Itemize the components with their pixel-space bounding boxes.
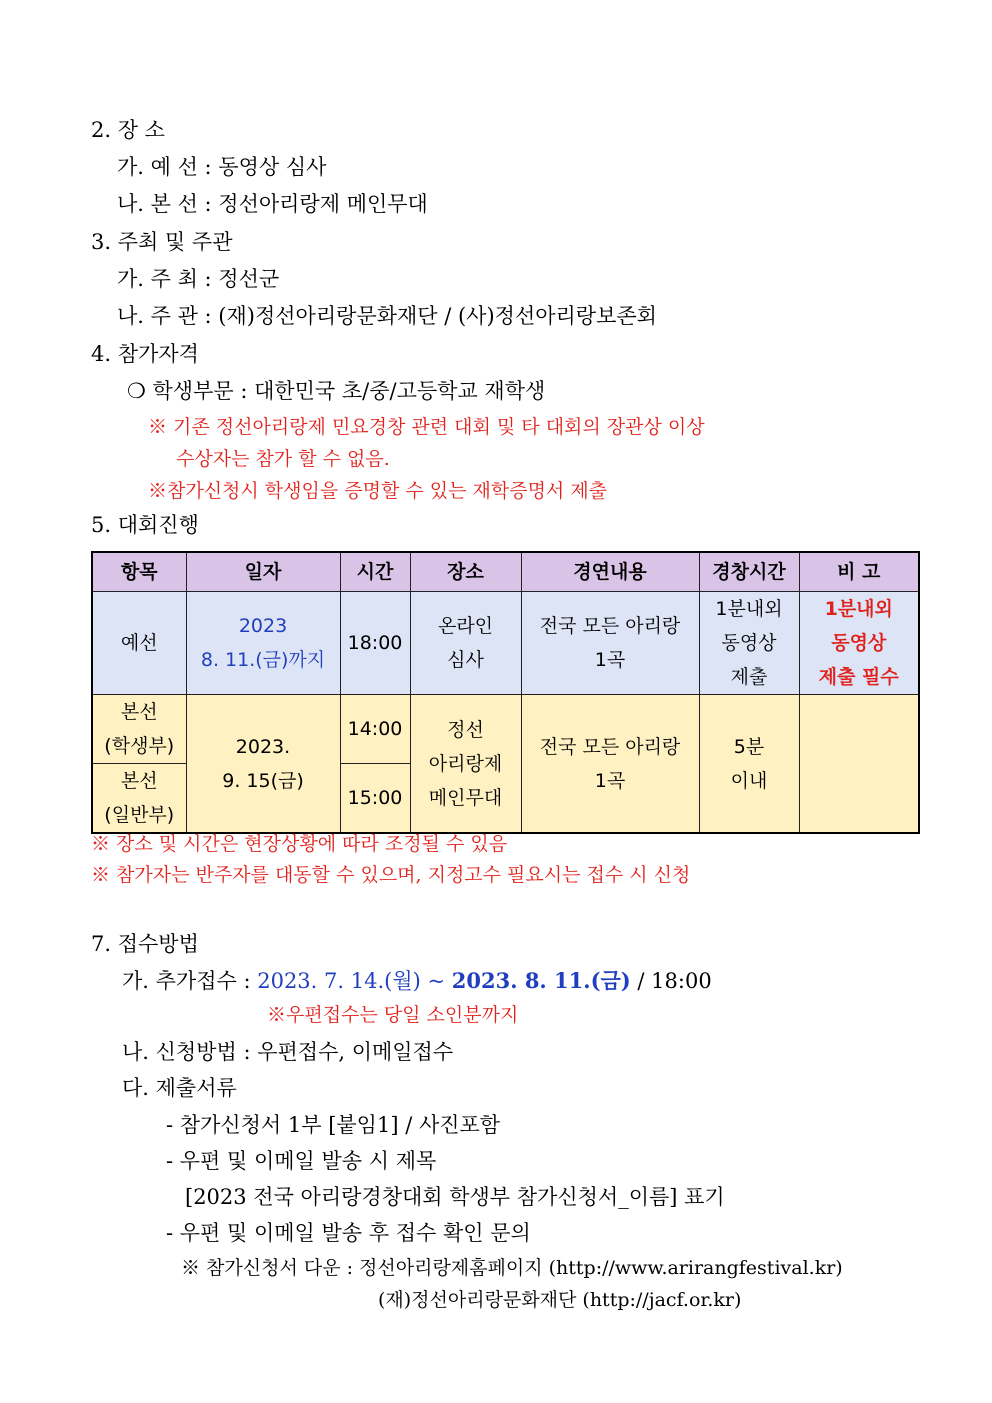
- pre-time: 18:00: [340, 592, 410, 695]
- section-7-c2b: [2023 전국 아리랑경창대회 학생부 참가신청서_이름] 표기: [185, 1185, 725, 1209]
- pre-duration-1: 1분내외: [715, 598, 783, 620]
- section-3-a: 가. 주 최 : 정선군: [117, 267, 280, 291]
- section-2-a: 가. 예 선 : 동영상 심사: [117, 155, 327, 179]
- main-date-2: 9. 15(금): [222, 769, 304, 792]
- section-7-a-date-end: 2023. 8. 11.(금): [451, 968, 631, 993]
- header-cell: 경연내용: [521, 552, 699, 592]
- table-row-final-student: [92, 695, 919, 764]
- section-7-a-label: 가. 추가접수 :: [122, 969, 258, 993]
- main-time-1: 14:00: [340, 695, 410, 764]
- pre-duration-3: 제출: [730, 666, 768, 688]
- section-5-note1: ※ 장소 및 시간은 현장상황에 따라 조정될 수 있음: [91, 833, 508, 855]
- section-7-c3: - 우편 및 이메일 발송 후 접수 확인 문의: [166, 1221, 531, 1245]
- pre-remark: [799, 592, 919, 695]
- pre-place-2: 심사: [447, 649, 484, 671]
- pre-content-1: 전국 모든 아리랑: [539, 615, 681, 637]
- main-place-3: 메인무대: [428, 786, 503, 809]
- section-4-title: 4. 참가자격: [91, 342, 199, 366]
- pre-date-year: 2023: [238, 615, 288, 637]
- header-cell: 경창시간: [699, 552, 799, 592]
- main-item-general-1: 본선: [120, 770, 158, 792]
- header-cell: 시간: [340, 552, 410, 592]
- header-cell: 항목: [92, 552, 186, 592]
- section-7-title: 7. 접수방법: [91, 932, 199, 956]
- section-5-note2: ※ 참가자는 반주자를 대동할 수 있으며, 지정고수 필요시는 접수 시 신청: [91, 864, 691, 886]
- pre-content-2: 1곡: [594, 649, 626, 671]
- pre-item: 예선: [92, 592, 186, 695]
- main-item-general-2: (일반부): [104, 804, 175, 826]
- main-place-1: 정선: [447, 718, 484, 741]
- main-remark: [799, 695, 919, 834]
- main-date-1: 2023.: [235, 735, 291, 758]
- section-7-c1: - 참가신청서 1부 [붙임1] / 사진포함: [166, 1113, 501, 1137]
- section-3-b: 나. 주 관 : (재)정선아리랑문화재단 / (사)정선아리랑보존회: [117, 304, 657, 328]
- section-4-note1a: ※ 기존 정선아리랑제 민요경창 관련 대회 및 타 대회의 장관상 이상: [148, 416, 705, 438]
- table-row-preliminary: [92, 592, 919, 695]
- header-cell: 일자: [186, 552, 340, 592]
- table-header-row: [92, 552, 919, 592]
- main-duration: [699, 695, 799, 834]
- pre-remark-3: 제출 필수: [818, 666, 899, 688]
- section-7-download-2: (재)정선아리랑문화재단 (http://jacf.or.kr): [378, 1289, 742, 1311]
- section-7-b: 나. 신청방법 : 우편접수, 이메일접수: [122, 1040, 454, 1064]
- section-7-a-date-start: 2023. 7. 14.(월) ~: [257, 969, 452, 993]
- main-item-student: [92, 695, 186, 764]
- section-7-a: [122, 967, 712, 995]
- section-7-c: 다. 제출서류: [122, 1076, 237, 1100]
- main-duration-2: 이내: [730, 769, 768, 792]
- section-2-title: 2. 장 소: [91, 118, 165, 142]
- main-date: [186, 695, 340, 834]
- section-2-b: 나. 본 선 : 정선아리랑제 메인무대: [117, 192, 428, 216]
- pre-date: [186, 592, 340, 695]
- pre-place-1: 온라인: [437, 615, 494, 637]
- schedule-table: [91, 551, 920, 834]
- pre-remark-1: 1분내외: [824, 598, 893, 620]
- pre-content: [521, 592, 699, 695]
- main-place-2: 아리랑제: [428, 752, 503, 775]
- section-4-note1b: 수상자는 참가 할 수 없음.: [176, 448, 390, 470]
- pre-place: [410, 592, 521, 695]
- main-duration-1: 5분: [733, 735, 765, 758]
- main-content: [521, 695, 699, 834]
- section-7-c2: - 우편 및 이메일 발송 시 제목: [166, 1149, 437, 1173]
- main-time-2: 15:00: [340, 764, 410, 834]
- section-7-a-note: ※우편접수는 당일 소인분까지: [267, 1004, 519, 1026]
- pre-date-day: 8. 11.(금)까지: [200, 649, 326, 671]
- pre-duration-2: 동영상: [721, 632, 777, 654]
- pre-remark-2: 동영상: [831, 632, 887, 654]
- section-5-title: 5. 대회진행: [91, 513, 199, 537]
- section-4-note2: ※참가신청시 학생임을 증명할 수 있는 재학증명서 제출: [148, 480, 608, 502]
- main-content-1: 전국 모든 아리랑: [539, 735, 681, 758]
- main-item-student-2: (학생부): [104, 735, 175, 757]
- pre-duration: [699, 592, 799, 695]
- main-item-general: [92, 764, 186, 834]
- section-7-download-1: ※ 참가신청서 다운 : 정선아리랑제홈페이지 (http://www.arirangfestival.kr): [181, 1257, 843, 1279]
- main-item-student-1: 본선: [120, 701, 158, 723]
- section-4-bullet: ❍ 학생부문 : 대한민국 초/중/고등학교 재학생: [127, 379, 546, 403]
- section-7-a-time: / 18:00: [630, 969, 712, 993]
- main-content-2: 1곡: [594, 769, 626, 792]
- header-cell: 비 고: [799, 552, 919, 592]
- header-cell: 장소: [410, 552, 521, 592]
- section-3-title: 3. 주최 및 주관: [91, 230, 233, 254]
- main-place: [410, 695, 521, 834]
